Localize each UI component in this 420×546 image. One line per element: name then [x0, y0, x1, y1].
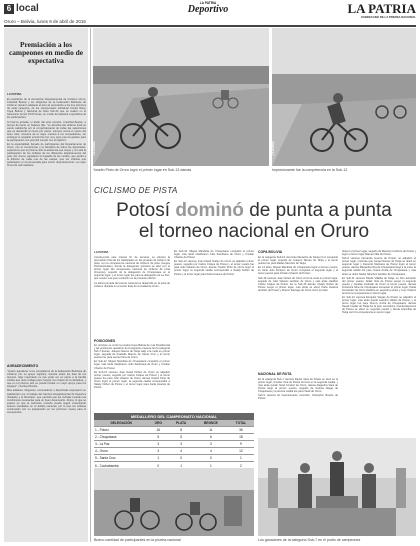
article-paragraph: En 14 años, Miguel Mandiola de Chuquisaca logró el primer puesto, en tanto Julio Zenteno de Oruro conquistó el segundo lugar y el tercer puesto para Cristian Chacón de Potosí.	[258, 266, 338, 276]
cell-delegacion: 3.- La Paz	[94, 441, 148, 448]
dateline: Oruro – Bolivia, lunes 8 de abril de 2016	[4, 19, 86, 24]
cell-oro: 3	[148, 441, 168, 448]
photo1-credit: LA PATRIA	[92, 140, 97, 156]
photo4-caption: Los ganadores de la categoría Sub-7 en el podio de campeones	[258, 538, 361, 542]
cell-delegacion: 5.- Santa Cruz	[94, 455, 148, 462]
cell-oro: 16	[148, 427, 168, 434]
cell-oro: 0	[148, 462, 168, 469]
article-paragraph: En Sub-12, Miguel Mandiola de Chuquisaca conquistó el primer lugar, más atrás clasificaron Julio Zambrana de Oruro y Cristian Chacón de Potosí.	[174, 250, 254, 260]
cell-plata: 5	[168, 434, 194, 441]
article-paragraph: En Sub-12, Miguel Mandiola de Chuquisaca conquistó el primer lugar, más atrás clasificaron Julio Zambrana de Oruro y Cristian Chacón de Potosí.	[94, 360, 170, 370]
section-label: local	[16, 3, 39, 14]
cell-bronce: 6	[194, 434, 228, 441]
cell-total: 9	[228, 441, 254, 448]
article-paragraph: Concluyendo este intenso fin de semana, se efectuó la premiación final de los clasificados en las pruebas de ciclismo de pista, con la competencia nacional de ciclismo de pista (Juegos Plurinacionales), donde la delegación potosina se alzó con el primer lugar del campeonato nacional de ciclismo de pista (Jóvenes), seguido de la delegación de Chuquisaca en el segundo lugar, y el tercer lugar fue para la delegación de La Paz, que mostró una gran evolución en la presente edición.	[94, 256, 170, 281]
cell-total: 2	[228, 462, 254, 469]
headline-emphasis: dominó	[175, 200, 244, 221]
cell-bronce: 0	[194, 455, 228, 462]
sidebar-paragraph: En la especialidad, llenado de participantes del Departamento de Oruro, con el compromiso y la disciplina de todos los deportistas, esperamos que el próximo año la asistencia sea mayor y con ello la participación de los ciclistas de los diferentes departamentos del país. Así mismo, agradeció el respaldo de los medios, que ayudó a la difusión de cada una de las etapas, que los ciclistas que participaron en la temporada para crecer deportivamente. La mejor forma de salir adelante.	[7, 143, 86, 168]
cell-oro: 3	[148, 448, 168, 455]
cell-bronce: 3	[194, 441, 228, 448]
medal-table-title: MEDALLERO DEL CAMPEONATO NACIONAL	[94, 413, 254, 420]
cell-total: 12	[228, 448, 254, 455]
article-paragraph: En la categoría Sub-15 Jeremías Menacho de Santa Cruz conquistó el primer lugar, seguido de Joaquín Nieves de Tarija y el tercer puesto fue para Matias Sánchez de Tarija.	[258, 256, 338, 266]
article-credit: LA PATRIA	[94, 250, 109, 254]
header-total: TOTAL	[228, 420, 254, 427]
cell-oro: 5	[148, 434, 168, 441]
sidebar-credit: LA PATRIA	[7, 92, 22, 96]
photo-podium	[258, 438, 416, 536]
sidebar-paragraph: Al final la jornada, el titular del ente orureño, Cristóbal Bustos, a tiempo de hacer un balance dijo: "Lo directiva del ciclismo local se siente satisfecha por el comportamiento de todas las selecciones que se desarrolló al ciento por ciento, siempre contra el marco del buen trato; nosotros de la mejor manera a los competidores, sin embargo el respaldo económico fue muy poco pero la gestión para la participación nos permitió cumplir con el objetivo".	[7, 120, 86, 142]
article-paragraph: En la categoría Sub-7 varones Daniel Vaca de Potosí se situó en el primer lugar, Cristian Vera de Potosí terminó en la segunda casilla, y más atrás quedó Yeriel Condori de Oruro, damas Alejandra Vaca de Potosí llegó al primer puesto, seguido de Andrea Aliaga de Chuquisaca y la tercera casilla fue para Yasdi de Oruro.	[258, 378, 338, 394]
col2-subhead: NACIONAL DE RUTA	[258, 372, 292, 376]
cell-total: 18	[228, 434, 254, 441]
article-paragraph: En Sub-11 varones Danilo Villalba de Tarija, se hizo acreedor del primer puesto, Aldair Vela de Potosí ocupó el segundo puesto y Jonatán Andrade de Oruro el tercer puesto, damas Francisca Nina de Chuquisaca conquistó el primer lugar, Paola Fernández de Oruro clasificó en segundo puesto y Lucy Chávez terminó la competencia en tercer lugar.	[342, 276, 416, 295]
headline-part1: Potosí	[116, 200, 176, 221]
article-paragraph: La última jornada del evento nacional se desarrolló en la pista de ciclismo ubicada en el sector Este de la ciudad de Oruro.	[94, 281, 170, 288]
article-col1-intro	[94, 256, 170, 336]
cell-plata: 3	[168, 441, 194, 448]
article-paragraph: En principio se corrió la prueba Copa Bolivia de ruta Presidencial y las posiciones quedaron de la siguiente manera: En la categoría Sub-7 damas, Joaquin Nieves de Tarija viajó a la meta en primer lugar, seguida de Anabella Marcos de Santa Cruz y el tercer puesto fue para Leonel Vera de Oruro.	[94, 344, 170, 360]
cell-plata: 1	[168, 462, 194, 469]
table-row	[94, 448, 254, 455]
cell-plata: 8	[168, 427, 194, 434]
header-delegacion: DELEGACIÓN	[94, 420, 148, 427]
photo-sub12-race-image	[272, 28, 416, 166]
newspaper-name: LA PATRIA	[347, 1, 416, 16]
newspaper-tagline: SUBDECANO DE LA PRENSA NACIONAL	[361, 15, 416, 19]
cell-oro: 1	[148, 455, 168, 462]
header-rule	[4, 25, 416, 27]
cell-total: 1	[228, 455, 254, 462]
deportivo-logo-name: Deportivo	[187, 4, 229, 15]
table-row	[94, 434, 254, 441]
photo-sub12-race	[272, 28, 416, 166]
article-paragraph: obtuvo el primer lugar, seguido de Mauricio Cardozo de Potosí y logró el tercer lugar Manuel Villa de Potosí.	[342, 250, 416, 257]
photo2-credit: LA PATRIA	[271, 140, 276, 156]
photo-participants	[94, 468, 254, 536]
newspaper-logo	[330, 2, 416, 19]
sidebar-body	[7, 98, 86, 360]
cell-plata: 0	[168, 455, 194, 462]
article-col4-body	[342, 250, 416, 436]
article-headline	[94, 200, 414, 242]
table-row	[94, 427, 254, 434]
deportivo-logo-top: LA PATRIA	[199, 1, 217, 5]
col2-head: COPA BOLIVIA	[258, 250, 283, 254]
cell-plata: 4	[168, 448, 194, 455]
col1-subhead: POSICIONES	[94, 339, 116, 343]
article-paragraph: Sub-9 varones El impresionante recorrido, Cristopher Bustos de Potosí.	[258, 394, 338, 401]
cell-total: 36	[228, 427, 254, 434]
cell-bronce: 4	[194, 448, 228, 455]
deportivo-logo	[180, 1, 236, 15]
sidebar-paragraph: Más adelante, dirigentes, entrenadores y deportistas expresaron su satisfacción por el trabajo del Servicio Departamental de Deportes (Sedede) y el Municipio, que permitió que los ciclistas tuvieran las condiciones necesarias para un buen desempeño. Ahora, lo que se espera es que la selección orureña pueda seguir cosechando buenos resultados en el ámbito nacional, por lo que los ciclistas continuarán con su preparación en los próximos meses para el campeonato.	[7, 389, 86, 414]
photo-participants-image	[94, 468, 254, 536]
table-row	[94, 441, 254, 448]
cell-delegacion: 1.- Potosí	[94, 427, 148, 434]
headline-part2: de punta a punta	[243, 200, 392, 221]
article-paragraph: Sub-15 varones Juan Núñez de Oruro cruzó la meta en primer lugar, seguido de Julio Velasco también de Oruro y más atrás clasificó Carlos Colque de Potosí. En la Sub-15 damas, Nataly Núñez de Potosí ocupó el primer lugar, más atrás se ubicó Karla Huanca también de Potosí y Sharon Samage de Oruro cerró el podio.	[258, 276, 338, 292]
header-oro: ORO	[148, 420, 168, 427]
article-paragraph: Sub-9 varones Fernando Guerra de Potosí, se adjudicó el primer lugar, mientras que Jonael Nieves de Tarija se ubicó en segundo lugar y Facundo Machaca de Potosí logró el tercer puesto, damas Margarita Nina de Chuquisaca llegó a la meta, la segunda casilla fue para Yesica Aruña de Chuquisaca y más atrás se ubicó Noelia Sánchez también de Chuquisaca.	[342, 257, 416, 276]
article-col2-top	[174, 250, 254, 350]
photo1-caption: Yoselin Pinto de Oruro logró el primer lugar en Sub-13 damas	[93, 168, 192, 172]
cell-bronce: 1	[194, 462, 228, 469]
sidebar-headline: Premiación a los campeones en medio de expectativa	[8, 40, 84, 66]
photo2-caption: Impresionante fue la competencia en la Sub-12	[272, 168, 348, 172]
photo3-caption: Bueno cantidad de participantes en la prueba nacional	[94, 538, 181, 542]
article-paragraph: En Sub-13 varones Juan David Nuñez de Oruro se adjudicó primer puesto, seguido por Carlos Colque de Potosí y el tercer puesto fue para Julio Velasco de Oruro, damas Yoselin Pinto de Oruro logró el primer lugar, la segunda casilla correspondió a Nataly Núñez de Potosí y el tercer lugar para Karla Huanca de Potosí.	[174, 260, 254, 276]
article-kicker: CICLISMO DE PISTA	[94, 186, 178, 195]
header-plata: PLATA	[168, 420, 194, 427]
sidebar-body-2	[7, 370, 86, 538]
column-rule	[90, 28, 91, 542]
article-paragraph: En Sub-13 varones Ezequiel Vargas de Potosí se adjudicó el primer lugar, más atrás quedó Leandro Valdez de Potosí, y el tercer lugar fue para Jhonny Aruña de Chuquisaca, damas Nayeli Cuellar de Tarija fue la gran vencedora, Camila Espinoza de Potosí se ubicó en segundo puesto y Alexia Arancibia de Tarija cerró la competencia en tercer lugar.	[342, 296, 416, 315]
sidebar-paragraph: "Quiero agradecer a los compañeros de la Federación Boliviana de Ciclismo por su apoyo logístico, durante todos los días de los tiempos. Algo importante es que pudo ver en pleno a la familia ciclista que tanto trabaja para mejorar los niveles de la disciplina, y que en el próximo año se pueda brindar un mejor apoyo para los equipos", concluyó Bustos.	[7, 370, 86, 389]
cell-delegacion: 2.- Chuquisaca	[94, 434, 148, 441]
photo-podium-image	[258, 438, 416, 536]
page-number: 6	[4, 4, 14, 14]
cell-delegacion: 4.- Oruro	[94, 448, 148, 455]
photo-cyclist-track-image	[93, 28, 269, 166]
article-col3-body	[258, 256, 338, 368]
article-paragraph: En Sub-13 varones Juan David Nuñez de Oruro se adjudicó primer puesto, seguido por Carlos Colque de Potosí y el tercer puesto fue para Julio Velasco de Oruro, damas Yoselin Pinto de Oruro logró el primer lugar, la segunda casilla correspondió a Nataly Núñez de Potosí y el tercer lugar para Karla Huanca de Potosí.	[94, 370, 170, 389]
sidebar-subhead: AGRADECIMIENTO	[7, 364, 39, 368]
table-row	[94, 455, 254, 462]
article-col1-body	[94, 344, 170, 410]
headline-line2: el torneo nacional en Oruro	[138, 221, 370, 242]
sidebar-paragraph: El presidente de la Asociación Departamental de Ciclismo Oruro, Cristóbal Bustos y los dirigentes de la Federación Boliviana de Ciclismo, llevaron adelante el acto de premiación a los tres primeros de cada categoría, de los campeonatos individual Contra Reloj, Copa Bolivia y Nacional de Ruta Sub-23 que se realizó en el transcurso de las 15:00 horas, en medio de bastante expectativa de los participantes.	[7, 98, 86, 120]
cell-bronce: 11	[194, 427, 228, 434]
header-bronce: BRONCE	[194, 420, 228, 427]
cell-delegacion: 6.- Cochabamba	[94, 462, 148, 469]
photo-cyclist-track	[93, 28, 269, 166]
